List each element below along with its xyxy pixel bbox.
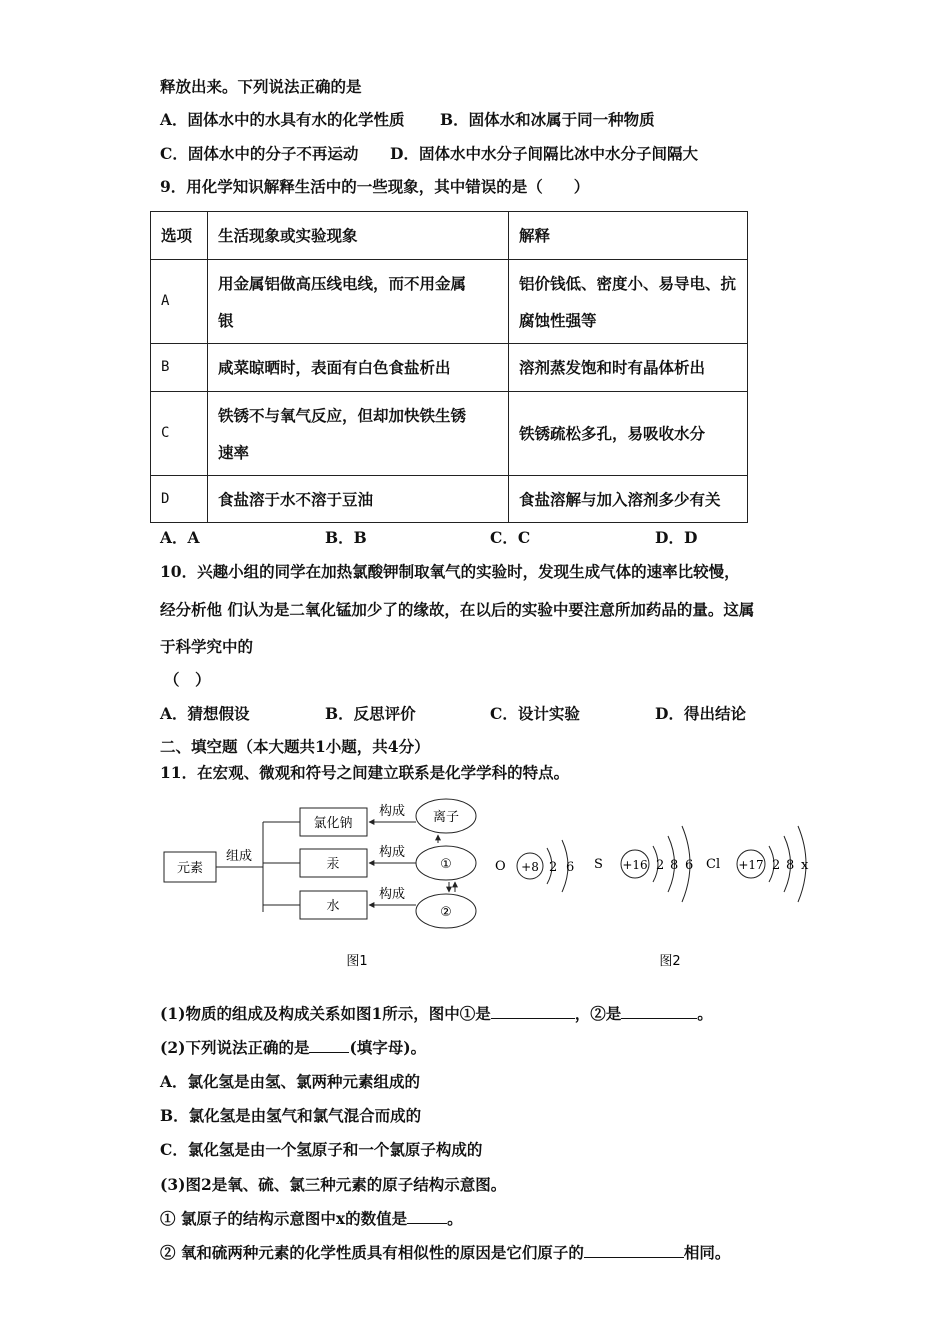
shell-electrons: 2: [656, 858, 665, 873]
q8-option-c: C．固体水中的分子不再运动: [160, 144, 359, 163]
q10-answer-c: C．设计实验: [490, 704, 580, 723]
element-label: 元素: [176, 861, 204, 876]
figure-2-caption: 图2: [659, 954, 681, 969]
compose-label: 组成: [226, 849, 253, 864]
atom-symbol: Cl: [706, 857, 721, 872]
row-explanation: [509, 260, 748, 344]
q11-part-3-1-text: ① 氯原子的结构示意图中x的数值是: [160, 1209, 408, 1228]
atom-symbol: S: [594, 857, 603, 872]
shell-electrons: x: [801, 858, 809, 873]
q11-part-1: [160, 1004, 713, 1024]
table-row: [151, 476, 748, 523]
q9-table: [150, 211, 748, 523]
shell-electrons: 2: [549, 860, 558, 875]
q10-answer-a: A．猜想假设: [160, 704, 250, 723]
header-option: 选项: [151, 212, 208, 260]
q9-answer-a: A．A: [160, 528, 200, 547]
q9-answer-d: D．D: [655, 528, 698, 547]
nucleus-charge: +16: [622, 858, 648, 872]
answer-blank[interactable]: [584, 1243, 684, 1258]
row-option: C: [151, 392, 208, 476]
q11-part-3-1-text: 。: [447, 1209, 463, 1228]
q10-line-3: 于科学究中的: [160, 637, 254, 656]
explanation-line: 腐蚀性强等: [519, 310, 597, 330]
table-row: [151, 344, 748, 392]
row-phenomenon: [208, 392, 509, 476]
q11-part-1-text: (1)物质的组成及构成关系如图1所示，图中①是: [160, 1004, 491, 1023]
row-phenomenon: [208, 260, 509, 344]
shell-electrons: 8: [786, 858, 795, 873]
q11-part-2-text: (2)下列说法正确的是: [160, 1038, 310, 1057]
particle-label: ①: [440, 857, 452, 872]
q10-paren: （ ）: [164, 670, 211, 689]
figure-1: [164, 799, 476, 969]
q8-option-d: D．固体水中水分子间隔比冰中水分子间隔大: [390, 144, 698, 163]
header-phenomenon: 生活现象或实验现象: [208, 212, 509, 260]
q8-option-b: B．固体水和冰属于同一种物质: [440, 110, 655, 129]
q9-answer-b: B．B: [325, 528, 367, 547]
table-header-row: [151, 212, 748, 260]
shell-electrons: 2: [772, 858, 781, 873]
shell-electrons: 6: [566, 860, 575, 875]
constitute-label: 构成: [379, 804, 406, 819]
particle-label: ②: [440, 905, 452, 920]
q11-part-2: [160, 1038, 426, 1058]
table-row: [151, 392, 748, 476]
answer-blank[interactable]: [407, 1209, 447, 1224]
q11-part-1-text: 。: [697, 1004, 713, 1023]
section-heading: 二、填空题（本大题共1小题，共4分）: [160, 737, 430, 756]
row-phenomenon: 咸菜晾晒时，表面有白色食盐析出: [208, 344, 509, 392]
q10-line-2: 经分析他 们认为是二氧化锰加少了的缘故，在以后的实验中要注意所加药品的量。这属: [160, 600, 755, 619]
shell-electrons: 8: [670, 858, 679, 873]
q11-stem: 11．在宏观、微观和符号之间建立联系是化学学科的特点。: [160, 763, 570, 782]
q10-answer-b: B．反思评价: [325, 704, 416, 723]
row-explanation: 食盐溶解与加入溶剂多少有关: [509, 476, 748, 523]
phenomenon-line: 银: [218, 310, 234, 330]
phenomenon-line: 铁锈不与氧气反应，但却加快铁生锈: [218, 405, 467, 425]
answer-blank[interactable]: [309, 1038, 349, 1053]
q10-answer-d: D．得出结论: [655, 704, 746, 723]
row-option: A: [151, 260, 208, 344]
row-explanation: 铁锈疏松多孔，易吸收水分: [509, 392, 748, 476]
q8-stem-tail: 释放出来。下列说法正确的是: [160, 77, 362, 96]
substance-label: 水: [326, 899, 340, 914]
figure-1-caption: 图1: [346, 954, 368, 969]
q11-option-c: C．氯化氢是由一个氢原子和一个氯原子构成的: [160, 1140, 483, 1159]
answer-blank[interactable]: [491, 1004, 575, 1019]
figure-2: [495, 826, 809, 969]
substance-label: 氯化钠: [313, 816, 353, 831]
q9-stem: 9．用化学知识解释生活中的一些现象，其中错误的是（ ）: [160, 177, 590, 196]
substance-label: 汞: [326, 857, 340, 872]
atom-symbol: O: [495, 859, 506, 874]
q11-part-3-2-text: ② 氧和硫两种元素的化学性质具有相似性的原因是它们原子的: [160, 1243, 584, 1262]
q11-part-3-2: [160, 1243, 730, 1263]
q9-answer-c: C．C: [490, 528, 531, 547]
q11-part-1-text: ，②是: [574, 1004, 622, 1023]
q11-part-3-2-text: 相同。: [683, 1243, 731, 1262]
shell-electrons: 6: [685, 858, 694, 873]
q8-option-a: A．固体水中的水具有水的化学性质: [160, 110, 405, 129]
particle-label: 离子: [432, 810, 460, 825]
header-explanation: 解释: [509, 212, 748, 260]
row-explanation: 溶剂蒸发饱和时有晶体析出: [509, 344, 748, 392]
nucleus-charge: +17: [738, 858, 764, 872]
constitute-label: 构成: [379, 887, 406, 902]
row-option: D: [151, 476, 208, 523]
q11-figures: [150, 790, 820, 980]
row-phenomenon: 食盐溶于水不溶于豆油: [208, 476, 509, 523]
explanation-line: 铝价钱低、密度小、易导电、抗: [519, 273, 737, 293]
q11-part-3-1: [160, 1209, 463, 1229]
q11-part-3: (3)图2是氧、硫、氯三种元素的原子结构示意图。: [160, 1175, 507, 1194]
q10-line-1: 10．兴趣小组的同学在加热氯酸钾制取氧气的实验时，发现生成气体的速率比较慢，: [160, 562, 740, 581]
phenomenon-line: 用金属铝做高压线电线，而不用金属: [218, 273, 467, 293]
answer-blank[interactable]: [621, 1004, 697, 1019]
q11-part-2-text: (填字母)。: [349, 1038, 427, 1057]
q11-option-b: B．氯化氢是由氢气和氯气混合而成的: [160, 1106, 422, 1125]
nucleus-charge: +8: [521, 860, 539, 874]
q11-option-a: A．氯化氢是由氢、氯两种元素组成的: [160, 1072, 421, 1091]
constitute-label: 构成: [379, 845, 406, 860]
table-row: [151, 260, 748, 344]
phenomenon-line: 速率: [218, 442, 250, 462]
row-option: B: [151, 344, 208, 392]
